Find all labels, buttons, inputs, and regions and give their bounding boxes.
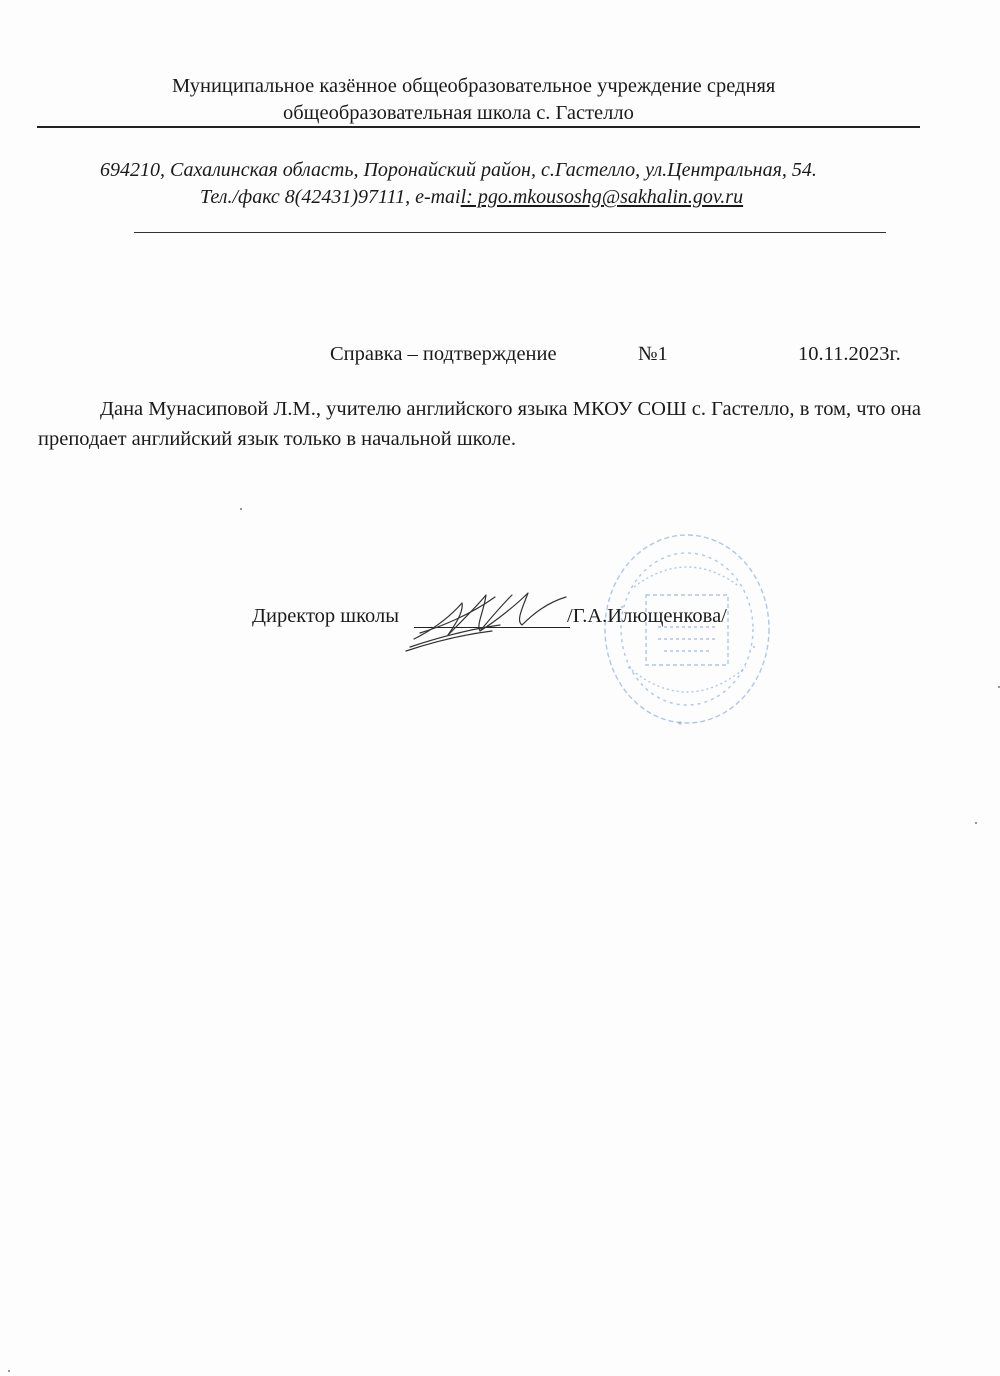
handwritten-signature [400, 585, 580, 655]
contact-line [200, 185, 743, 209]
document-title: Справка – подтверждение [330, 343, 557, 365]
signatory-position: Директор школы [252, 605, 399, 627]
organization-name-line1: Муниципальное казённое общеобразовательное учреждение средняя [172, 75, 776, 97]
official-stamp [598, 527, 776, 732]
header-divider [37, 126, 920, 128]
address-divider [134, 232, 886, 233]
document-body: Дана Мунасиповой Л.М., учителю английского языка МКОУ СОШ с. Гастелло, в том, что она преподает английский язык только в начальной школе. [38, 398, 921, 450]
scan-speck [240, 508, 242, 510]
email-text: l: pgo.mkousoshg@sakhalin.gov.ru [460, 186, 744, 208]
scan-speck [975, 822, 977, 824]
document-number: №1 [638, 343, 668, 365]
phone-text: Тел./факс 8(42431)97111, e-mai [200, 186, 461, 208]
organization-name-line2: общеобразовательная школа с. Гастелло [283, 102, 634, 124]
address-line: 694210, Сахалинская область, Поронайский район, с.Гастелло, ул.Центральная, 54. [100, 159, 817, 181]
scan-speck [8, 1370, 10, 1372]
document-date: 10.11.2023г. [798, 343, 901, 365]
signatory-name: /Г.А.Илющенкова/ [567, 605, 727, 627]
